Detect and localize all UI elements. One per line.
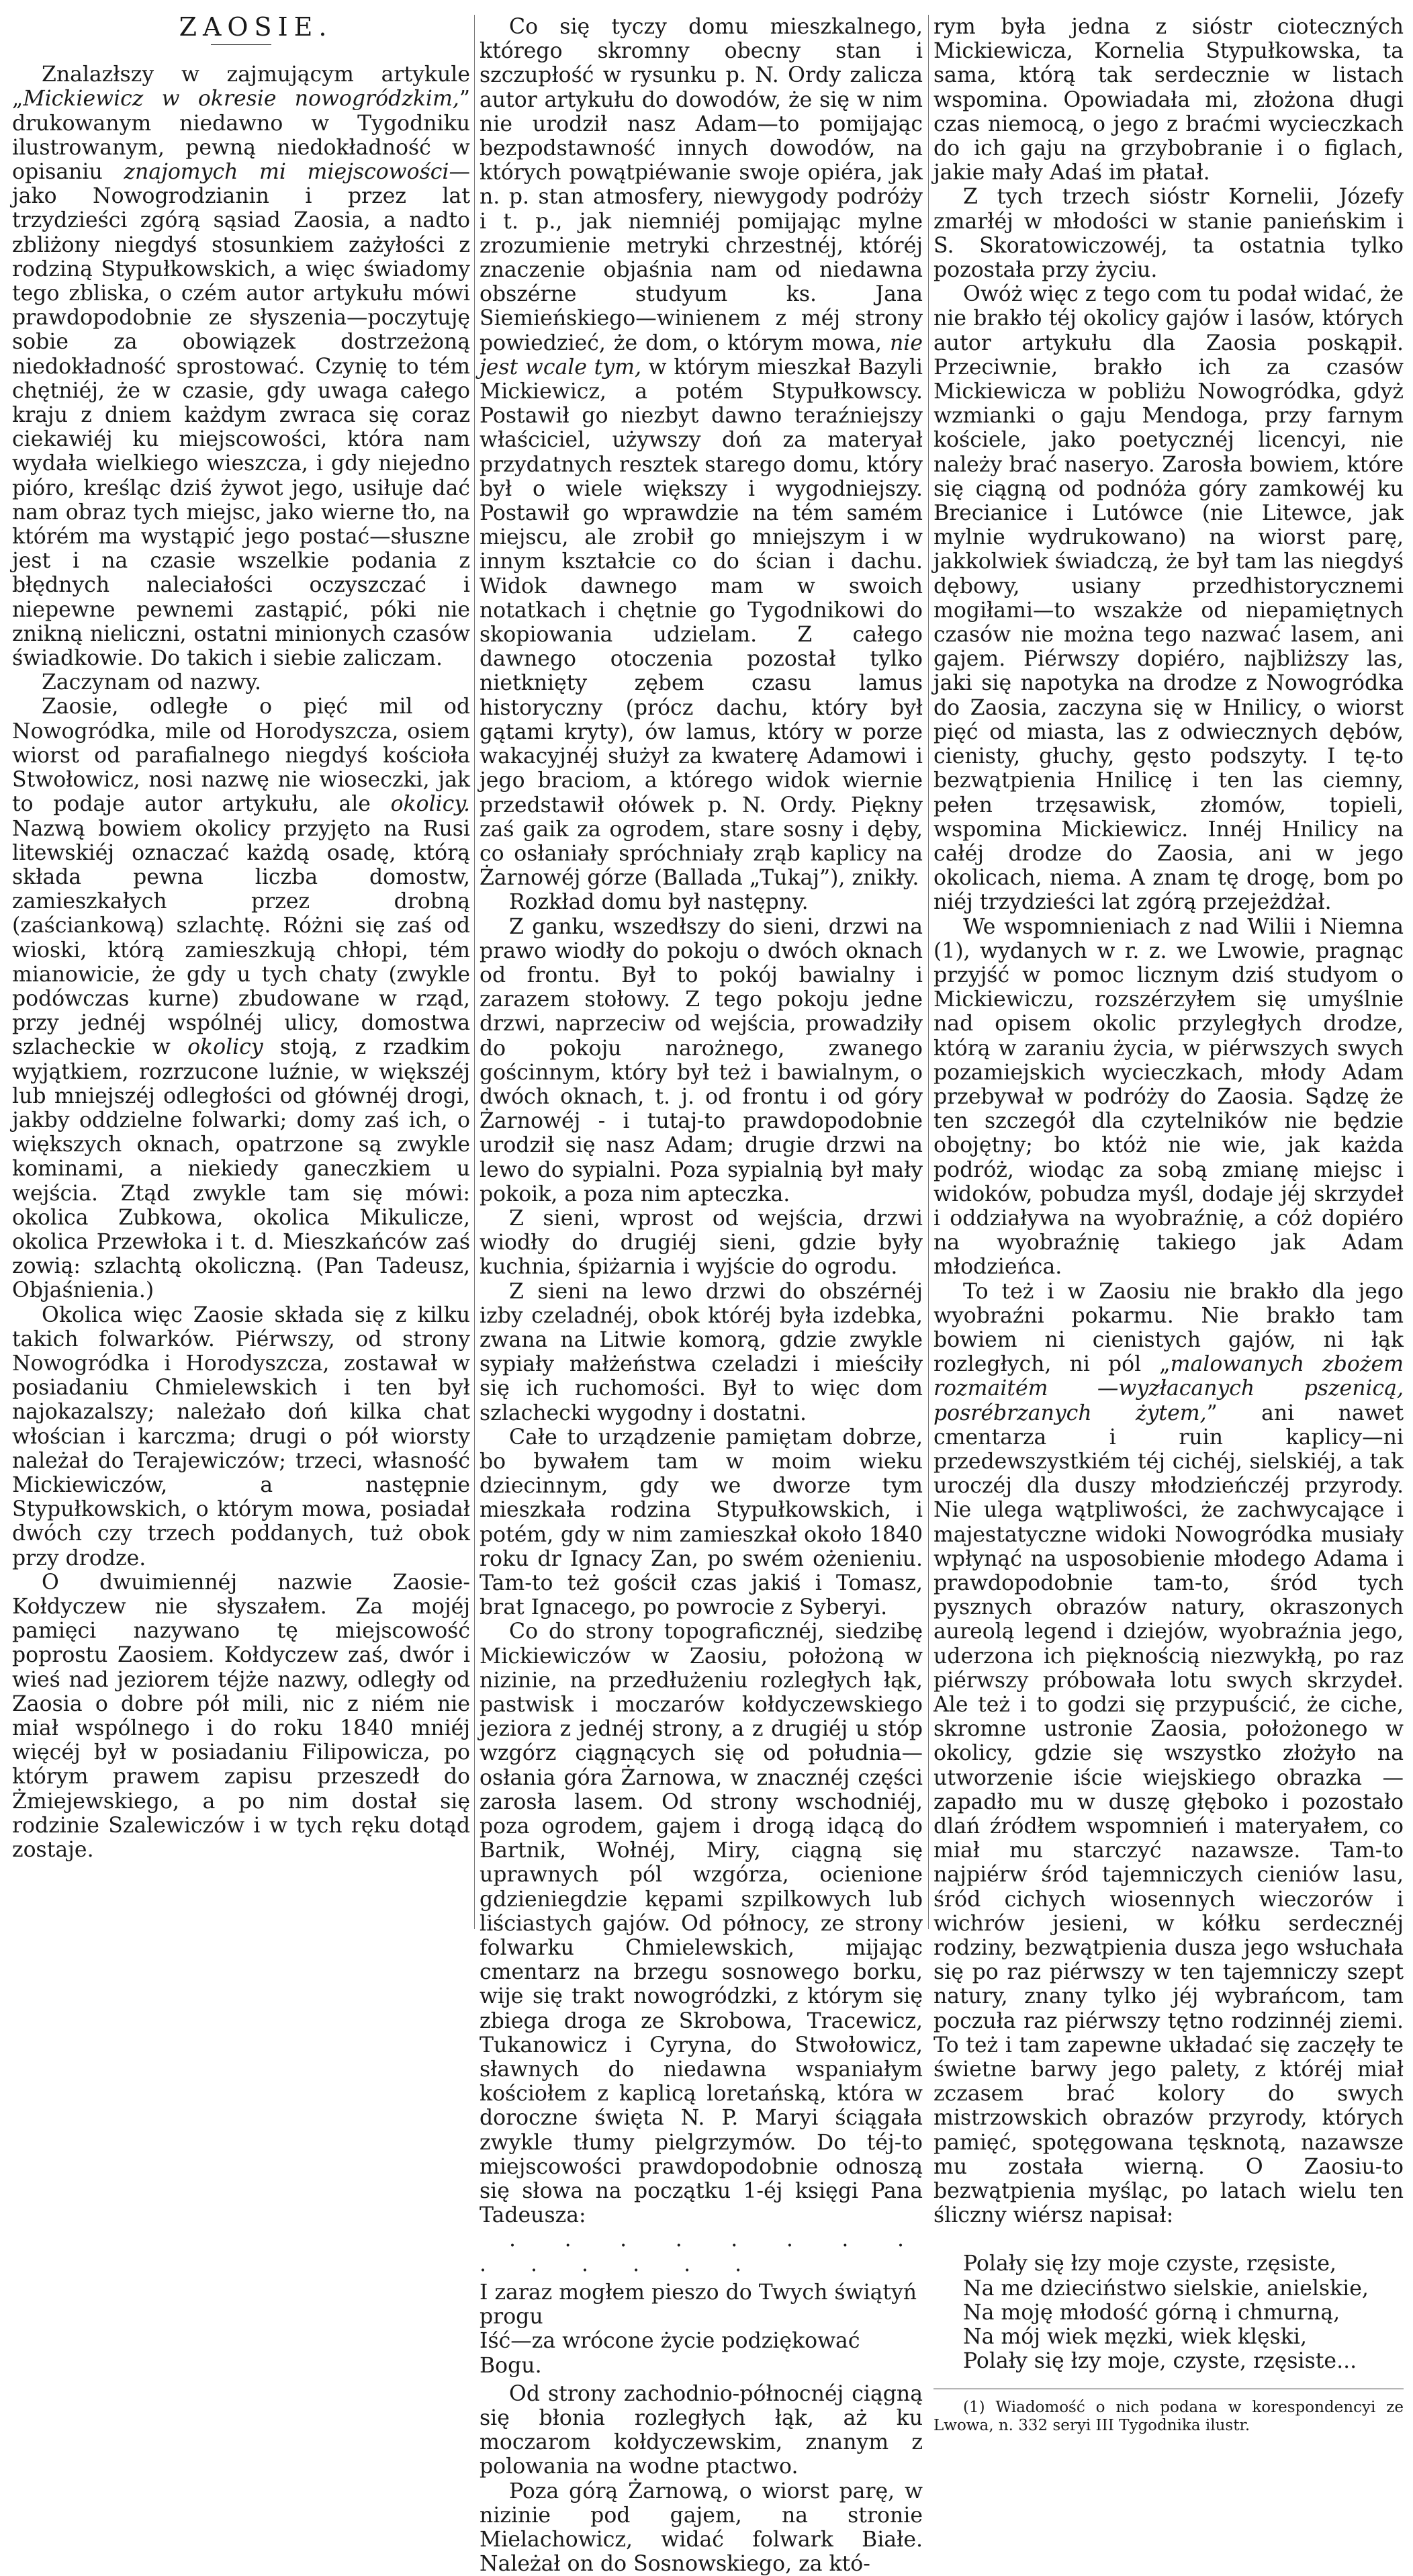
column-2 [480, 15, 923, 2576]
paragraph [480, 1619, 923, 2227]
text-run: stoją, z rzadkim wyjątkiem, rozrzucone luźnie, w większéj lub mniejszéj odległości od głównéj drogi, jakby oddzielne folwarki; domy zaś ich, o większych oknach, opatrzone są zwykle kominami, a niekiedy ganeczkiem u wejścia. Ztąd zwykle tam się mówi: okolica Zubkowa, okolica Mikulicze, okolica Przewłoka i t. d. Mieszkańców zaś zowią: szlachtą okoliczną. (Pan Tadeusz, Objaśnienia.) [12, 1035, 470, 1303]
paragraph [933, 1280, 1404, 2228]
text-run: Z sieni, wprost od wejścia, drzwi wiodły do drugiéj sieni, gdzie były kuchnia, śpiżarnia i wyjście do ogrodu. [480, 1206, 923, 1280]
footnote: (1) Wiadomość o nich podana w korespondencyi ze Lwowa, n. 332 seryi III Tygodnika ilustr. [933, 2398, 1404, 2434]
paragraph [480, 2479, 923, 2576]
italic-text: Mickiewicz w okresie nowogródzkim, [23, 87, 459, 112]
text-run: Okolica więc Zaosie składa się z kilku takich folwarków. Piérwszy, od strony Nowogródka i Horodyszcza, zostawał w posiadaniu Chmielewskich i ten był najokazalszy; należało doń kilka chat włościan i karczma; drugi o pół wiorsty należał do Terajewiczów; trzeci, własność Mickiewiczów, a następnie Stypułkowskich, o którym mowa, posiadał dwóch czy trzech poddanych, tuż obok przy drodze. [12, 1302, 470, 1570]
text-run: Zaosie, odległe o pięć mil od Nowogródka, mile od Horodyszcza, osiem wiorst od parafialnego niegdyś kościoła Stwołowicz, nosi nazwę nie wioseczki, jak to podaje autor artykułu, ale [12, 695, 470, 817]
poem-line: Polały się łzy moje, czyste, rzęsiste... [963, 2349, 1357, 2374]
verse-quote [480, 2280, 923, 2378]
paragraph [480, 1425, 923, 1620]
text-run: Z ganku, wszedłszy do sieni, drzwi na prawo wiodły do pokoju o dwóch oknach od frontu. Był to pokój bawialny i zarazem stołowy. Z tego pokoju jedne drzwi, naprzeciw od wejścia, prowadziły do pokoju narożnego, zwanego gościnnym, który był też i bawialnym, o dwóch oknach, t. j. od frontu i od góry Żarnowéj - i tutaj-to prawdopodobnie urodził się nasz Adam; drugie drzwi na lewo do sypialni. Poza sypialnią był mały pokoik, a poza nim apteczka. [480, 914, 923, 1206]
text-run: Od strony zachodnio-północnéj ciągną się błonia rozległych łąk, aż ku moczarom kołdyczewskim, znanym z polowania na wodne ptactwo. [480, 2381, 923, 2479]
text-run: ” drukowanym niedawno w Tygodniku ilustrowanym, pewną niedokładność w opisaniu [12, 87, 470, 185]
text-run: Co do strony topograficznéj, siedzibę Mickiewiczów w Zaosiu, położoną w nizinie, na przedłużeniu rozległych łąk, pastwisk i moczarów kołdyczewskiego jeziora z jednéj strony, a z drugiéj u stóp wzgórz ciągnących się od południa—osłania góra Żarnowa, w znacznéj części zarosła lasem. Od strony wschodniéj, poza ogrodem, gajem i drogą idącą do Bartnik, Wołnéj, Miry, ciągną się uprawnych pól wzgórza, ocienione gdzieniegdzie kępami szpilkowych lub liściastych gajów. Od północy, ze strony folwarku Chmielewskich, mijając cmentarz na brzegu sosnowego borku, wije się trakt nowogródzki, z którym się zbiega droga ze Skrobowa, Tracewicz, Tukanowicz i Cyryna, do Stwołowicz, sławnych do niedawna wspaniałym kościołem z kaplicą loretańską, która w doroczne święta N. P. Maryi ściągała zwykle tłumy pielgrzymów. Do téj-to miejscowości prawdopodobnie odnoszą się słowa na początku 1-éj księgi Pana Tadeusza: [480, 1619, 923, 2228]
paragraph [12, 670, 470, 695]
paragraph [480, 1280, 923, 1425]
italic-text: znajomych mi miejscowości [124, 160, 449, 185]
italic-text: malowanych zbożem rozmaitém —wyzłacanych pszenicą, posrébrzanych żytem, [933, 1352, 1404, 1425]
text-run: —jako Nowogrodzianin i przez lat trzydzieści zgórą sąsiad Zaosia, a nadto zbliżony niegdyś stosunkiem zażyłości z rodziną Stypułkowskich, a więc świadomy tego zbliska, o czém autor artykułu mówi prawdopodobnie ze słyszenia—poczytuję sobie za obowiązek dostrzeżoną niedokładność sprostować. Czynię to tém chętniéj, że w czasie, gdy uwaga całego kraju z dniem każdym zwraca się coraz ciekawiéj ku miejscowości, która nam wydała wielkiego wieszcza, i gdy niejedno pióro, kreśląc dziś żywot jego, usiłuje dać nam obraz tych miejsc, jako wierne tło, na którém ma wystąpić jego postać—słuszne jest i na czasie wszelkie podania z błędnych naleciałości oczyszczać i niepewne pewnemi zastąpić, póki nie znikną nieliczni, ostatni minionych czasów świadkowie. Do takich i siebie zaliczam. [12, 160, 470, 671]
paragraph [933, 282, 1404, 914]
paragraph [12, 62, 470, 670]
text-run: rym była jedna z sióstr cioteczných Mickiewicza, Kornelia Stypułkowska, ta sama, którą tak serdecznie w listach wspomina. Opowiadała mi, złożona długi czas niemocą, o jego z braćmi wycieczkach do ich gaju na grzybobranie i o figlach, jakie mały Adaś im płatał. [933, 15, 1404, 185]
text-run: ” ani nawet cmentarza i ruin kaplicy—ni przedewszystkiém téj cichéj, sielskiéj, a tak uroczéj dla duszy młodzieńczéj przyrody. Nie ulega wątpliwości, że zachwycające i majestatyczne widoki Nowogródka musiały wpłynąć na usposobienie młodego Adama i prawdopodobnie tam-to, śród tych pysznych obrazów natury, okraszonych aureolą legend i dziejów, wyobraźnia jego, uderzona ich pięknością niezwykłą, po raz piérwszy próbowała lotu swych skrzydeł. Ale też i to godzi się przypuścić, że ciche, skromne ustronie Zaosia, położonego w okolicy, gdzie się wszystko złożyło na utworzenie iście wiejskiego obrazka — zapadło mu w duszę głęboko i pozostało dlań źródłem wspomnień i materyałem, co miał mu starczyć nazawsze. Tam-to najpiérw śród tajemniczych cieniów lasu, śród cichych wiosennych wieczorów i wichrów jesieni, w kółku serdecznéj rodziny, bezwątpienia dusza jego wsłuchała się po raz piérwszy w ten tajemniczy szept natury, znany tylko jéj wybrańcom, tam poczuła raz piérwszy tętno rodzinnéj ziemi. To też i tam zapewne układać się zaczęły te świetne barwy jego palety, z któréj miał zczasem brać kolory do swych mistrzowskich obrazów przyrody, których pamięć, spotęgowana tęsknotą, nazawsze mu została wierną. O Zaosiu-to bezwątpienia myśląc, po latach wielu ten śliczny wiérsz napisał: [933, 1401, 1404, 2228]
poem-line: Na me dzieciństwo sielskie, anielskie, [963, 2276, 1369, 2301]
paragraph [480, 890, 923, 914]
text-run: Całe to urządzenie pamiętam dobrze, bo bywałem tam w moim wieku dziecinnym, gdy we dworze tym mieszkała rodzina Stypułkowskich, i potém, gdy w nim zamieszkał około 1840 roku dr Ignacy Zan, po swém ożenieniu. Tam-to też gościł czas jakiś i Tomasz, brat Ignacego, po powrocie z Syberyi. [480, 1425, 923, 1620]
verse-line: I zaraz mogłem pieszo do Twych świątyń progu [480, 2280, 917, 2329]
paragraph [480, 15, 923, 890]
italic-text: okolicy. [390, 792, 470, 817]
text-run: Owóż więc z tego com tu podał widać, że nie brakło téj okolicy gajów i lasów, których autor artykułu dla Zaosia poskąpił. Przeciwnie, brakło ich za czasów Mickiewicza w pobliżu Nowogródka, gdyż wzmianki o gaju Mendoga, przy farnym kościele, jako poetycznéj licencyi, nie należy brać naseryo. Zarosła bowiem, które się ciągną od podnóża góry zamkowéj ku Brecianice i Lutówce (nie Litewce, jak mylnie wydrukowano) na wiorst parę, jakkolwiek świadczą, że był tam las niegdyś dębowy, usiany przedhistorycznemi mogiłami—to wszakże od niepamiętnych czasów nie można tego nazwać lasem, ani gajem. Piérwszy dopiéro, najbliższy las, jaki się napotyka na drodze z Nowogródka do Zaosia, zaczyna się w Hnilicy, o wiorst pięć od miasta, las z odwiecznych dębów, cienisty, głuchy, gęsto podszyty. I tę-to bezwątpienia Hnilicę i ten las ciemny, pełen trzęsawisk, złomów, topieli, wspomina Mickiewicz. Innéj Hnilicy na całéj drodze do Zaosia, ani w jego okolicach, niema. A znam tę drogę, bom po niéj trzydzieści lat zgórą przejeżdżał. [933, 282, 1404, 915]
poem-line: Na moję młodość górną i chmurną, [963, 2300, 1340, 2325]
text-run: To też i w Zaosiu nie brakło dla jego wyobraźni pokarmu. Nie brakło tam bowiem ni cienistych gajów, ni łąk rozległych, ni pól „ [933, 1279, 1404, 1377]
text-run: Co się tyczy domu mieszkalnego, którego skromny obecny stan i szczupłość w rysunku p. N. Ordy zalicza autor artykułu do dowodów, że się w nim nie urodził nasz Adam—to pomijając bezpodstawność innych dowodów, na których powątpiéwanie swoje opiéra, jak n. p. stan atmosfery, niewygody podróży i t. p., jak niemniéj pomijając mylne zrozumienie metryki chrzestnéj, któréj znaczenie objaśnia nam od niedawna obszérne studyum ks. Jana Siemieńskiego—winienem z méj strony powiedzieć, że dom, o którym mowa, [480, 15, 923, 355]
article-title: ZAOSIE. [179, 12, 333, 42]
poem [963, 2252, 1404, 2373]
column-divider [474, 15, 475, 1929]
text-run: Z tych trzech sióstr Kornelii, Józefy zmarłéj w młodości w stanie panieńskim i S. Skoratowiczowéj, ta ostatnia tylko pozostała przy życiu. [933, 185, 1404, 283]
paragraph [12, 1570, 470, 1862]
poem-line: Na mój wiek męzki, wiek klęski, [963, 2325, 1307, 2350]
text-run: Rozkład domu był następny. [509, 890, 809, 915]
paragraph [933, 915, 1404, 1280]
paragraph [12, 695, 470, 1302]
ellipsis-dots: . . . . . . . . . . . . . . [480, 2227, 923, 2276]
paragraph [933, 185, 1404, 282]
paragraph [480, 2382, 923, 2479]
verse-line: Iść—za wrócone życie podziękować Bogu. [480, 2329, 860, 2378]
column-divider [928, 15, 929, 1929]
paragraph [480, 915, 923, 1206]
poem-line: Polały się łzy moje czyste, rzęsiste, [963, 2252, 1337, 2276]
paragraph [933, 15, 1404, 185]
paragraph [12, 1303, 470, 1570]
text-run: Znalazłszy w zajmującym artykule „ [12, 62, 470, 112]
text-run: Zaczynam od nazwy. [42, 670, 262, 695]
italic-text: nie jest wcale tym, [480, 330, 923, 380]
paragraph [480, 1206, 923, 1280]
text-run: We wspomnieniach z nad Wilii i Niemna (1), wydanych w r. z. we Lwowie, pragnąc przyjść w pomoc licznym dziś studyom o Mickiewiczu, rozszérzyłem się umyślnie nad opisem okolic przyległych drodze, którą w zaraniu życia, w piérwszych swych pozamiejskich wycieczkach, młody Adam przebywał w podróży do Zaosia. Sądzę że ten szczegół dla czytelników nie będzie obojętny; bo któż nie wie, jak każda podróż, wiodąc za sobą zmianę miejsc i widoków, pobudza myśl, dodaje jéj skrzydeł i oddziaływa na wyobraźnię, a cóż dopiéro na wyobraźnię takiego jak Adam młodzieńca. [933, 914, 1404, 1280]
text-run: w którym mieszkał Bazyli Mickiewicz, a potém Stypułkowscy. Postawił go niezbyt dawno teraźniejszy właściciel, używszy doń za materyał przydatnych resztek starego domu, który był o wiele większy i wygodniejszy. Postawił go wprawdzie na tém samém miejscu, ale zrobił go mniejszym i w innym kształcie co do ścian i dachu. Widok dawnego mam w swoich notatkach i chętnie go Tygodnikowi do skopiowania udzielam. Z całego dawnego otoczenia pozostał tylko nietknięty zębem czasu lamus historyczny (prócz dachu, który był gątami kryty), ów lamus, który w porze wakacyjnéj służył za kwaterę Adamowi i jego braciom, a którego widok wiernie przedstawił ołówek p. N. Ordy. Piękny zaś gaik za ogrodem, stare sosny i dęby, co osłaniały spróchniały zrąb kaplicy na Żarnowéj górze (Ballada „Tukaj”), znikły. [480, 355, 923, 891]
italic-text: okolicy [187, 1035, 263, 1060]
column-3 [933, 15, 1404, 2434]
text-run: O dwuimiennéj nazwie Zaosie-Kołdyczew nie słyszałem. Za mojéj pamięci nazywano tę miejscowość poprostu Zaosiem. Kołdyczew zaś, dwór i wieś nad jeziorem téjże nazwy, odległy od Zaosia o dobre pół mili, nic z niém nie miał wspólnego i do roku 1840 mniéj więcéj był w posiadaniu Filipowicza, po którym prawem zapisu przeszedł do Żmiejewskiego, a po nim dostał się rodzinie Szalewiczów i w tych ręku dotąd zostaje. [12, 1570, 470, 1863]
text-run: Nazwą bowiem okolicy przyjęto na Rusi litewskiéj oznaczać każdą osadę, którą składa pewna liczba domostw, zamieszkałych przez drobną (zaściankową) szlachtę. Różni się zaś od wioski, którą zamieszkują chłopi, tém mianowicie, że gdy u tych chaty (zwykle podówczas kurne) zbudowane w rząd, przy jednéj wspólnéj ulicy, domostwa szlacheckie w [12, 816, 470, 1060]
title-rule [211, 44, 271, 45]
text-run: Poza górą Żarnową, o wiorst parę, w nizinie pod gajem, na stronie Mielachowicz, widać folwark Białe. Należał on do Sosnowskiego, za któ- [480, 2479, 923, 2576]
column-1 [12, 12, 470, 1936]
text-run: Z sieni na lewo drzwi do obszérnéj izby czeladnéj, obok któréj była izdebka, zwana na Litwie komorą, gdzie zwykle sypiały małżeństwa czeladzi i mieściły się ich ruchomości. Był to więc dom szlachecki wygodny i dostatni. [480, 1279, 923, 1425]
